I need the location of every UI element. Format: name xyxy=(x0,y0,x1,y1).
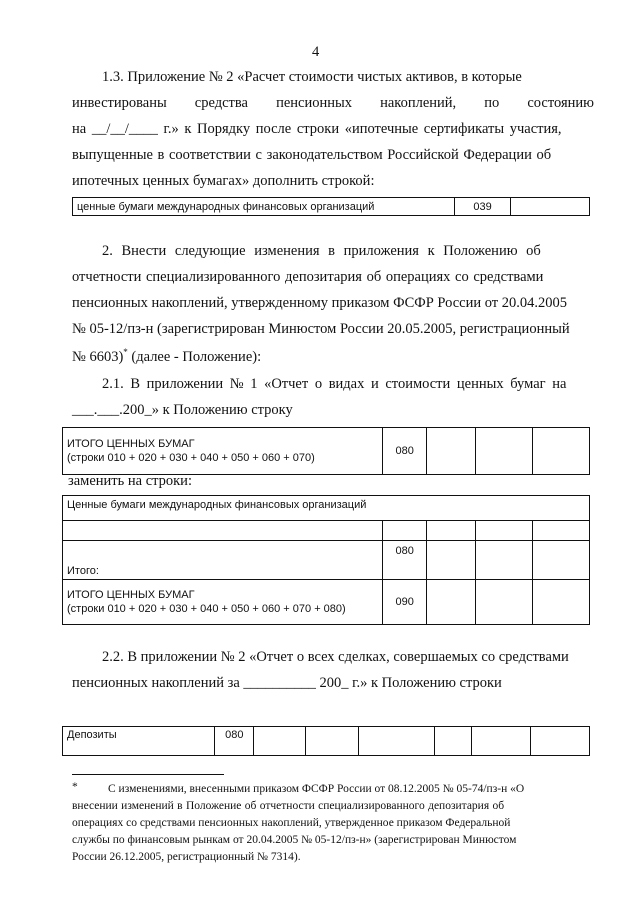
table-international-securities xyxy=(72,197,590,216)
p2-line-1: 2. Внести следующие изменения в приложения к Положению об xyxy=(102,243,541,259)
p21-line-2: ___.___.200_» к Положению строку xyxy=(72,402,293,418)
table-cell-label: ценные бумаги международных финансовых организаций xyxy=(73,198,455,216)
table-cell-total-label xyxy=(63,579,383,624)
total-label-line-2: (строки 010 + 020 + 030 + 040 + 050 + 060 + 070 + 080) xyxy=(67,602,346,615)
p13-line-4: выпущенные в соответствии с законодательством Российской Федерации об xyxy=(72,147,552,163)
word: средства xyxy=(194,95,248,111)
table-cell-empty xyxy=(533,541,590,579)
footnote-separator xyxy=(72,774,224,775)
table-cell-empty xyxy=(476,541,533,579)
table-cell-empty xyxy=(510,198,589,216)
table-cell-code: 080 xyxy=(382,428,427,475)
table-deposits xyxy=(62,726,590,756)
table-cell-code: 039 xyxy=(455,198,510,216)
p13-line-2 xyxy=(72,95,594,112)
word: пенсионных xyxy=(276,95,352,111)
page-number: 4 xyxy=(312,44,320,60)
word: по xyxy=(484,95,500,111)
footnote-ref-mark: * xyxy=(123,347,128,357)
table-cell-code: 080 xyxy=(382,541,427,579)
footnote-line-5: России 26.12.2005, регистрационный № 7314). xyxy=(72,851,301,863)
table-cell-total-label xyxy=(63,428,383,475)
table-cell-empty xyxy=(427,428,476,475)
p2-line-2: отчетности специализированного депозитария об операциях со средствами xyxy=(72,269,544,285)
total-label-line-1: ИТОГО ЦЕННЫХ БУМАГ xyxy=(67,438,195,450)
table-cell-deposits-label: Депозиты xyxy=(63,727,215,756)
footnote-line-4: службы по финансовым рынкам от 20.04.2005 № 05-12/пз-н» (зарегистрирован Минюстом xyxy=(72,834,517,846)
p22-line-2: пенсионных накоплений за __________ 200_ г.» к Положению строки xyxy=(72,675,502,691)
footnote-line-1-text: С изменениями, внесенными приказом ФСФР России от 08.12.2005 № 05-74/пз-н «О xyxy=(108,783,525,795)
table-cell-itogo-label: Итого: xyxy=(63,541,383,579)
table-cell-empty xyxy=(63,521,383,541)
footnote-line-1 xyxy=(108,783,593,795)
table-cell-code: 080 xyxy=(215,727,254,756)
p21-line-1: 2.1. В приложении № 1 «Отчет о видах и стоимости ценных бумаг на xyxy=(102,376,567,392)
table-total-securities xyxy=(62,427,590,475)
p2-line-5-text: № 6603) xyxy=(72,348,124,365)
p2-line-4: № 05-12/пз-н (зарегистрирован Минюстом России 20.05.2005, регистрационный xyxy=(72,321,570,337)
table-cell-empty xyxy=(427,541,476,579)
p22-line-1: 2.2. В приложении № 2 «Отчет о всех сделках, совершаемых со средствами xyxy=(102,649,569,665)
p13-line-5: ипотечных ценных бумагах» дополнить строкой: xyxy=(72,173,375,189)
table-cell-empty xyxy=(533,428,590,475)
p13-line-1: 1.3. Приложение № 2 «Расчет стоимости чистых активов, в которые xyxy=(102,69,522,85)
table-cell-empty xyxy=(533,521,590,541)
table-cell-empty xyxy=(306,727,358,756)
word: инвестированы xyxy=(72,95,167,111)
total-label-line-2: (строки 010 + 020 + 030 + 040 + 050 + 060 + 070) xyxy=(67,452,315,464)
total-label-line-1: ИТОГО ЦЕННЫХ БУМАГ xyxy=(67,588,195,601)
table-cell-empty xyxy=(533,579,590,624)
table-cell-empty xyxy=(476,579,533,624)
table-cell-empty xyxy=(382,521,427,541)
word: состоянию xyxy=(527,95,594,111)
word: накоплений, xyxy=(380,95,457,111)
footnote-mark: * xyxy=(72,781,78,793)
table-cell-empty xyxy=(427,521,476,541)
table-cell-empty xyxy=(358,727,435,756)
table-cell-empty xyxy=(476,521,533,541)
table-cell-empty xyxy=(435,727,472,756)
p13-line-3: на __/__/____ г.» к Порядку после строки «ипотечные сертификаты участия, xyxy=(72,121,562,137)
table-cell-empty xyxy=(254,727,306,756)
p2-line-5 xyxy=(72,347,261,366)
table-cell-empty xyxy=(427,579,476,624)
replace-text: заменить на строки: xyxy=(68,473,192,489)
footnote-line-2: внесении изменений в Положение об отчетности специализированного депозитария об xyxy=(72,800,505,812)
p2-line-3: пенсионных накоплений, утвержденному приказом ФСФР России от 20.04.2005 xyxy=(72,295,567,311)
footnote-line-3: операциях со средствами пенсионных накоплений, утвержденное приказом Федеральной xyxy=(72,817,511,829)
table-cell-empty xyxy=(476,428,533,475)
table-cell-empty xyxy=(531,727,590,756)
table-cell-international-label: Ценные бумаги международных финансовых организаций xyxy=(63,496,590,521)
table-replacement-rows xyxy=(62,495,590,625)
table-cell-empty xyxy=(472,727,531,756)
p2-line-5-tail: (далее - Положение): xyxy=(127,348,262,365)
table-cell-code: 090 xyxy=(382,579,427,624)
